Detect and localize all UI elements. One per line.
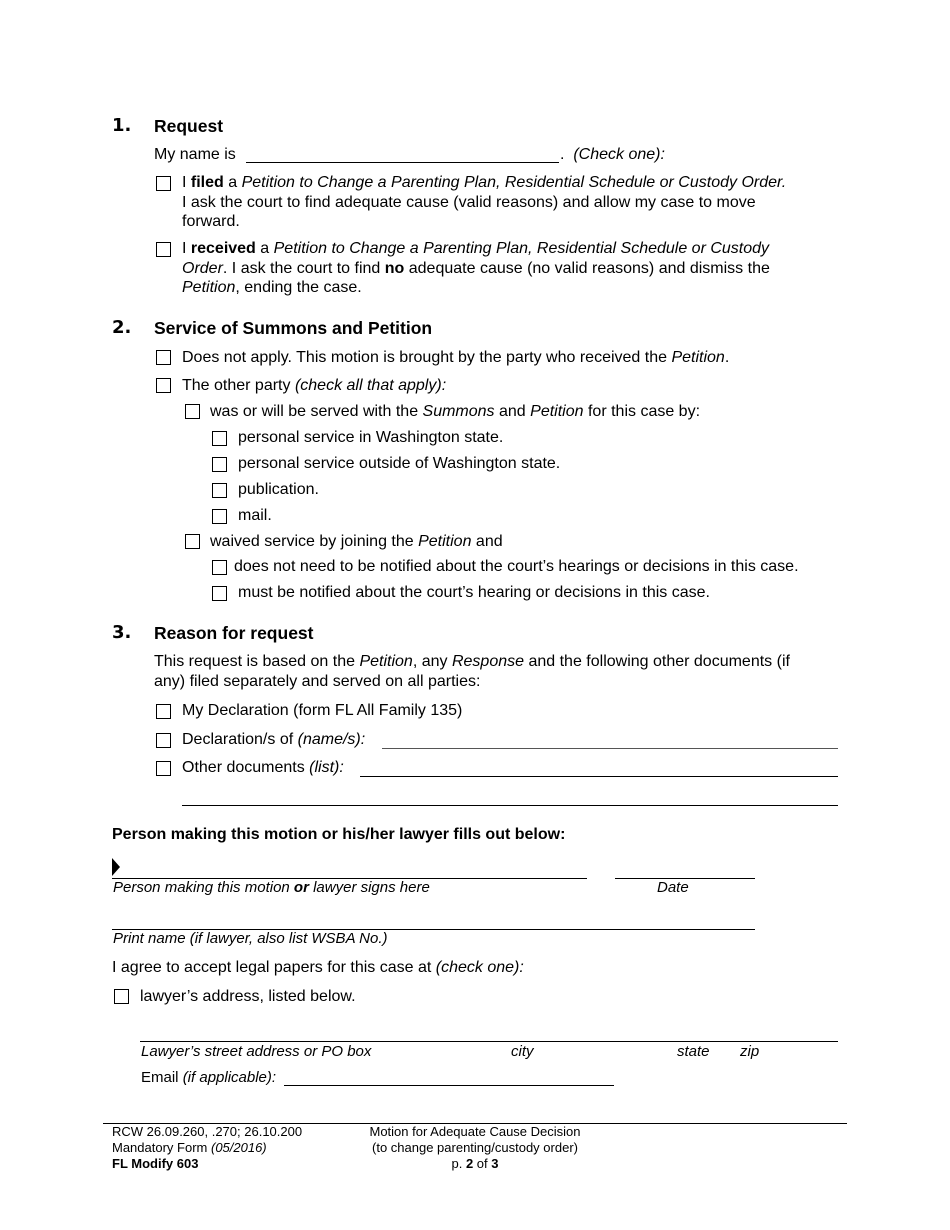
sign-here-arrow-icon (112, 858, 120, 876)
served-checkbox[interactable] (185, 404, 200, 419)
publication-label: publication. (238, 481, 319, 498)
lawyer-address-label: lawyer’s address, listed below. (140, 988, 356, 1005)
notify-no-label: does not need to be notified about the court’s hearings or decisions in this case. (234, 558, 799, 575)
print-name-caption: Print name (if lawyer, also list WSBA No.) (113, 930, 388, 947)
section-1-number: 1. (112, 115, 132, 136)
declarations-of-input-line[interactable] (382, 748, 838, 749)
email-input-line[interactable] (284, 1085, 614, 1086)
section-2-title: Service of Summons and Petition (154, 318, 433, 338)
notify-no-checkbox[interactable] (212, 560, 227, 575)
name-label: My name is (154, 146, 236, 163)
other-party-checkbox[interactable] (156, 378, 171, 393)
section-3-number: 3. (112, 622, 132, 643)
my-declaration-label: My Declaration (form FL All Family 135) (182, 702, 463, 719)
name-input-line[interactable] (246, 162, 559, 163)
other-documents-checkbox[interactable] (156, 761, 171, 776)
state-caption: state (677, 1043, 710, 1060)
filed-checkbox[interactable] (156, 176, 171, 191)
my-declaration-checkbox[interactable] (156, 704, 171, 719)
mail-checkbox[interactable] (212, 509, 227, 524)
section-3-title: Reason for request (154, 623, 314, 643)
section-3-paragraph: This request is based on the Petition, any Response and the following other documents (if any) filed separately and served on all parties: (154, 653, 790, 690)
signature-caption: Person making this motion or lawyer signs here (113, 879, 430, 896)
does-not-apply-text: Does not apply. This motion is brought by the party who received the Petition. (182, 349, 730, 366)
section-2-number: 2. (112, 317, 132, 338)
notify-yes-checkbox[interactable] (212, 586, 227, 601)
served-text: was or will be served with the Summons and Petition for this case by: (210, 403, 701, 420)
other-documents-input-line[interactable] (360, 776, 838, 777)
waived-text: waived service by joining the Petition and (210, 533, 503, 550)
received-checkbox[interactable] (156, 242, 171, 257)
city-caption: city (511, 1043, 534, 1060)
footer-left: RCW 26.09.260, .270; 26.10.200 Mandatory Form (05/2016) FL Modify 603 (112, 1124, 303, 1171)
received-option-text: I received a Petition to Change a Parenting Plan, Residential Schedule or Custody Order. I ask the court to find no adequate cause (no valid reasons) and dismiss the Petition, ending the case. (182, 240, 770, 296)
declarations-of-label: Declaration/s of (name/s): (182, 731, 366, 748)
notify-yes-label: must be notified about the court’s hearing or decisions in this case. (238, 584, 710, 601)
personal-service-wa-checkbox[interactable] (212, 431, 227, 446)
mail-label: mail. (238, 507, 272, 524)
personal-service-outside-label: personal service outside of Washington state. (238, 455, 561, 472)
email-label: Email (if applicable): (141, 1069, 277, 1086)
section-1-title: Request (154, 116, 224, 136)
signature-heading: Person making this motion or his/her lawyer fills out below: (112, 826, 566, 843)
other-documents-label: Other documents (list): (182, 759, 344, 776)
page-number: p. 2 of 3 (451, 1156, 499, 1171)
personal-service-outside-checkbox[interactable] (212, 457, 227, 472)
check-one-instruction: . (Check one): (560, 146, 665, 163)
declarations-of-checkbox[interactable] (156, 733, 171, 748)
zip-caption: zip (740, 1043, 760, 1060)
personal-service-wa-label: personal service in Washington state. (238, 429, 504, 446)
lawyer-address-checkbox[interactable] (114, 989, 129, 1004)
agree-text: I agree to accept legal papers for this case at (check one): (112, 959, 524, 976)
waived-checkbox[interactable] (185, 534, 200, 549)
address-line[interactable] (140, 1041, 838, 1042)
publication-checkbox[interactable] (212, 483, 227, 498)
footer-center: Motion for Adequate Cause Decision (to change parenting/custody order) p. 2 of 3 (340, 1124, 610, 1172)
other-party-text: The other party (check all that apply): (182, 377, 447, 394)
filed-option-text: I filed a Petition to Change a Parenting Plan, Residential Schedule or Custody Order. I ask the court to find adequate cause (valid reasons) and allow my case to move forward. (182, 174, 787, 230)
street-caption: Lawyer’s street address or PO box (141, 1043, 372, 1060)
other-documents-input-line-2[interactable] (182, 805, 838, 806)
date-caption: Date (657, 879, 689, 896)
does-not-apply-checkbox[interactable] (156, 350, 171, 365)
